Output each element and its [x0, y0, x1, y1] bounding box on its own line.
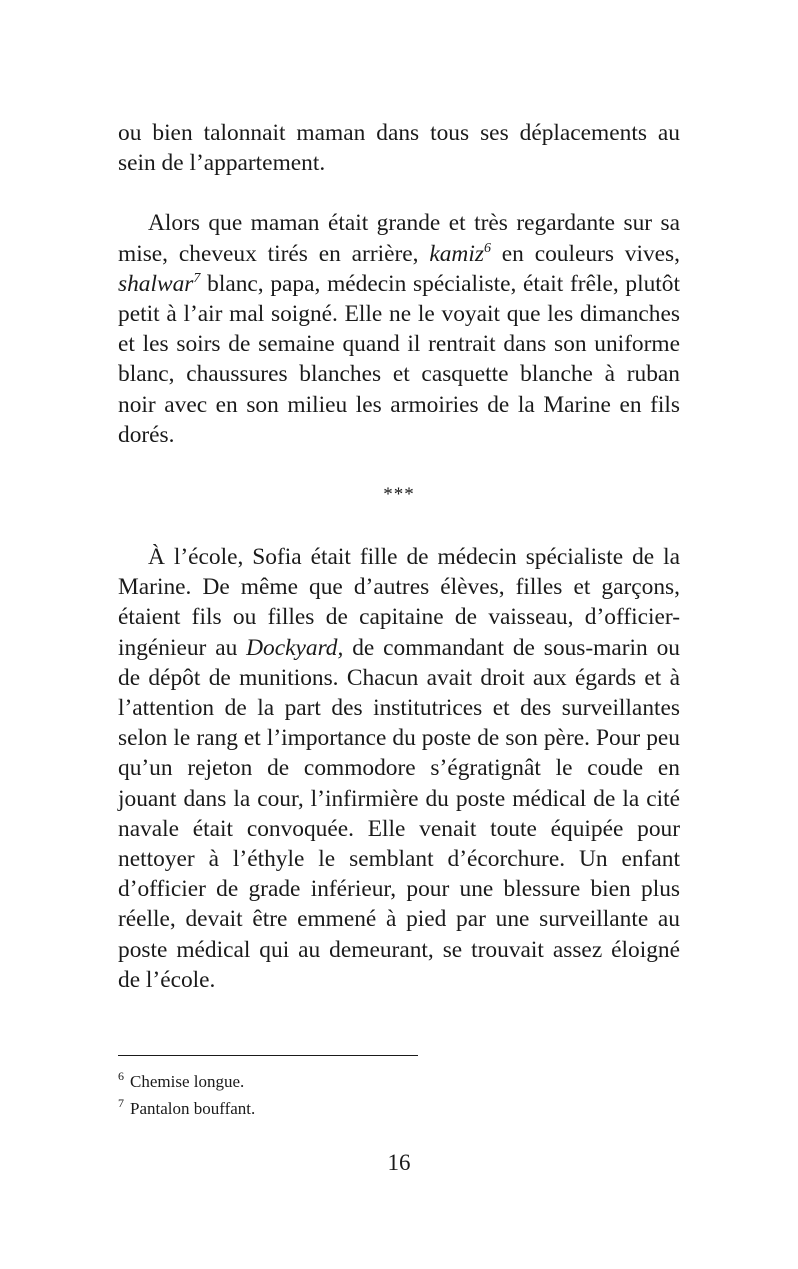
footnote-6-text: Chemise longue. [130, 1072, 245, 1091]
paragraph-1: ou bien talonnait maman dans tous ses déplacements au sein de l’appartement. [118, 120, 680, 177]
paragraph-2-text-c: blanc, papa, médecin spécialiste, était frêle, plutôt petit à l’air mal soigné. Elle ne le voyait que les dimanches et les soirs de semaine quand il rentrait dans son uniforme blanc, chaussures blanches et casquette blanche à ruban noir avec en son milieu les armoiries de la Marine en fils dorés. [118, 270, 680, 448]
footnote-6 [118, 1068, 680, 1095]
paragraph-2-text-b: en couleurs vives, [490, 240, 680, 267]
paragraph-3 [118, 542, 680, 995]
paragraph-3-text-b: de commandant de sous-marin ou de dépôt de munitions. Chacun avait droit aux égards et à l’attention de la part des institutrices et des surveillantes selon le rang et l’importance du poste de son père. Pour peu qu’un rejeton de commodore s’égratignât le coude en jouant dans la cour, l’infirmière du poste médical de la cité navale était convoquée. Elle venait toute équipée pour nettoyer à l’éthyle le semblant d’écorchure. Un enfant d’officier de grade inférieur, pour une blessure bien plus réelle, devait être emmené à pied par une surveillante au poste médical qui au demeurant, se trouvait assez éloigné de l’école. [118, 634, 680, 993]
footnotes [118, 1068, 680, 1122]
section-separator: *** [383, 484, 415, 506]
footnote-divider [118, 1055, 418, 1056]
paragraph-2 [118, 208, 680, 450]
footnote-ref-7[interactable]: 7 [193, 271, 201, 287]
footnote-ref-6[interactable]: 6 [483, 240, 491, 256]
page-body [118, 118, 680, 995]
page-number: 16 [387, 1150, 411, 1175]
footnote-7 [118, 1095, 680, 1122]
term-kamiz: kamiz [429, 240, 484, 267]
term-dockyard: Dockyard, [246, 634, 344, 661]
footnote-7-text: Pantalon bouffant. [130, 1099, 256, 1118]
term-shalwar: shalwar [118, 270, 194, 297]
paragraph-2-text-a: Alors que maman était grande et très regardante sur sa mise, cheveux tirés en arrière, [118, 210, 680, 267]
footnote-7-number: 7 [118, 1096, 124, 1111]
paragraph-3-text-a: À l’école, Sofia était fille de médecin spécialiste de la Marine. De même que d’autres élèves, filles et garçons, étaient fils ou filles de capitaine de vaisseau, d’officier-ingénieur au [118, 544, 680, 661]
footnote-6-number: 6 [118, 1069, 124, 1084]
